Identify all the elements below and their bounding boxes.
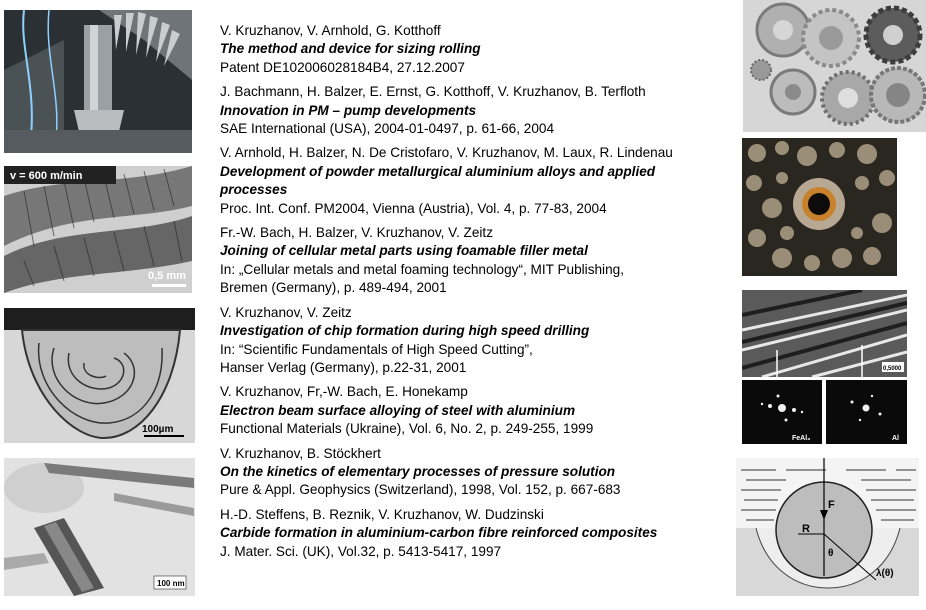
diagram-angle-label: θ [828, 548, 834, 559]
tem-micrograph [742, 290, 907, 377]
publication-title: Carbide formation in aluminium-carbon fibre reinforced composites [220, 525, 658, 541]
chip-speed-label: v = 600 m/min [10, 170, 83, 182]
diagram-radius-label: R [802, 523, 810, 535]
diffraction-pattern-right [826, 380, 907, 444]
publication-item [220, 506, 725, 561]
publication-title: Innovation in PM – pump developments [220, 102, 477, 118]
publication-title: On the kinetics of elementary processes of pressure solution [220, 463, 616, 479]
publication-authors: V. Arnhold, H. Balzer, N. De Cristofaro, V. Kruzhanov, M. Laux, R. Lindenau [220, 145, 673, 161]
publication-source: Pure & Appl. Geophysics (Switzerland), 1998, Vol. 152, p. 667-683 [220, 482, 621, 498]
publication-source: In: “Scientific Fundamentals of High Speed Cutting”, Hanser Verlag (Germany), p.22-31, 2001 [220, 341, 533, 375]
publication-title: The method and device for sizing rolling [220, 41, 481, 57]
weld-cross-section-micrograph [4, 308, 195, 443]
publication-title: Electron beam surface alloying of steel with aluminium [220, 402, 576, 418]
chip-scale-label: 0,5 mm [148, 270, 186, 282]
publication-source: In: „Cellular metals and metal foaming technology“, MIT Publishing, Bremen (Germany), p. 489-494, 2001 [220, 261, 624, 296]
publication-title: Joining of cellular metal parts using foamable filler metal [220, 243, 588, 259]
fibre-scale-label: 100 nm [157, 579, 185, 588]
publication-authors: Fr.-W. Bach, H. Balzer, V. Kruzhanov, V. Zeitz [220, 225, 493, 241]
diagram-lambda-label: λ(θ) [876, 568, 894, 579]
diffraction-pattern-left [742, 380, 822, 444]
diffraction-right-label: Al [892, 435, 899, 442]
publication-item [220, 445, 725, 500]
carbide-fibre-micrograph [4, 458, 195, 596]
publication-title: Development of powder metallurgical aluminium alloys and applied processes [220, 163, 656, 198]
publication-title: Investigation of chip formation during high speed drilling [220, 323, 590, 339]
publication-authors: V. Kruzhanov, B. Stöckhert [220, 445, 381, 461]
publication-item [220, 224, 725, 298]
publication-source: Patent DE102006028184B4, 27.12.2007 [220, 59, 465, 75]
publication-item [220, 144, 725, 218]
chip-formation-micrograph [4, 166, 192, 293]
rolling-machine-photo [4, 10, 192, 153]
diagram-force-label: F [828, 499, 835, 511]
publication-item [220, 383, 725, 438]
publication-authors: V. Kruzhanov, V. Arnhold, G. Kotthoff [220, 23, 441, 38]
publication-authors: J. Bachmann, H. Balzer, E. Ernst, G. Kotthoff, V. Kruzhanov, B. Terfloth [220, 84, 646, 100]
publication-authors: H.-D. Steffens, B. Reznik, V. Kruzhanov, W. Dudzinski [220, 506, 544, 522]
pressure-solution-diagram [736, 458, 919, 596]
publication-source: Proc. Int. Conf. PM2004, Vienna (Austria), Vol. 4, p. 77-83, 2004 [220, 200, 607, 216]
publication-authors: V. Kruzhanov, V. Zeitz [220, 304, 352, 320]
metal-foam-joint-photo [742, 138, 897, 276]
publication-list [220, 22, 725, 567]
pump-gears-photo [743, 0, 926, 132]
weld-scale-label: 100µm [142, 424, 174, 435]
publication-item [220, 304, 725, 378]
publication-item [220, 83, 725, 138]
publication-item [220, 22, 725, 77]
publication-source: J. Mater. Sci. (UK), Vol.32, p. 5413-5417, 1997 [220, 543, 502, 559]
publication-authors: V. Kruzhanov, Fr,-W. Bach, E. Honekamp [220, 384, 468, 400]
publication-source: SAE International (USA), 2004-01-0497, p. 61-66, 2004 [220, 121, 555, 137]
publication-source: Functional Materials (Ukraine), Vol. 6, No. 2, p. 249-255, 1999 [220, 421, 594, 437]
tem-scale-label: 0,5000 [883, 366, 902, 372]
diffraction-left-label: FeAl₃ [792, 435, 811, 442]
